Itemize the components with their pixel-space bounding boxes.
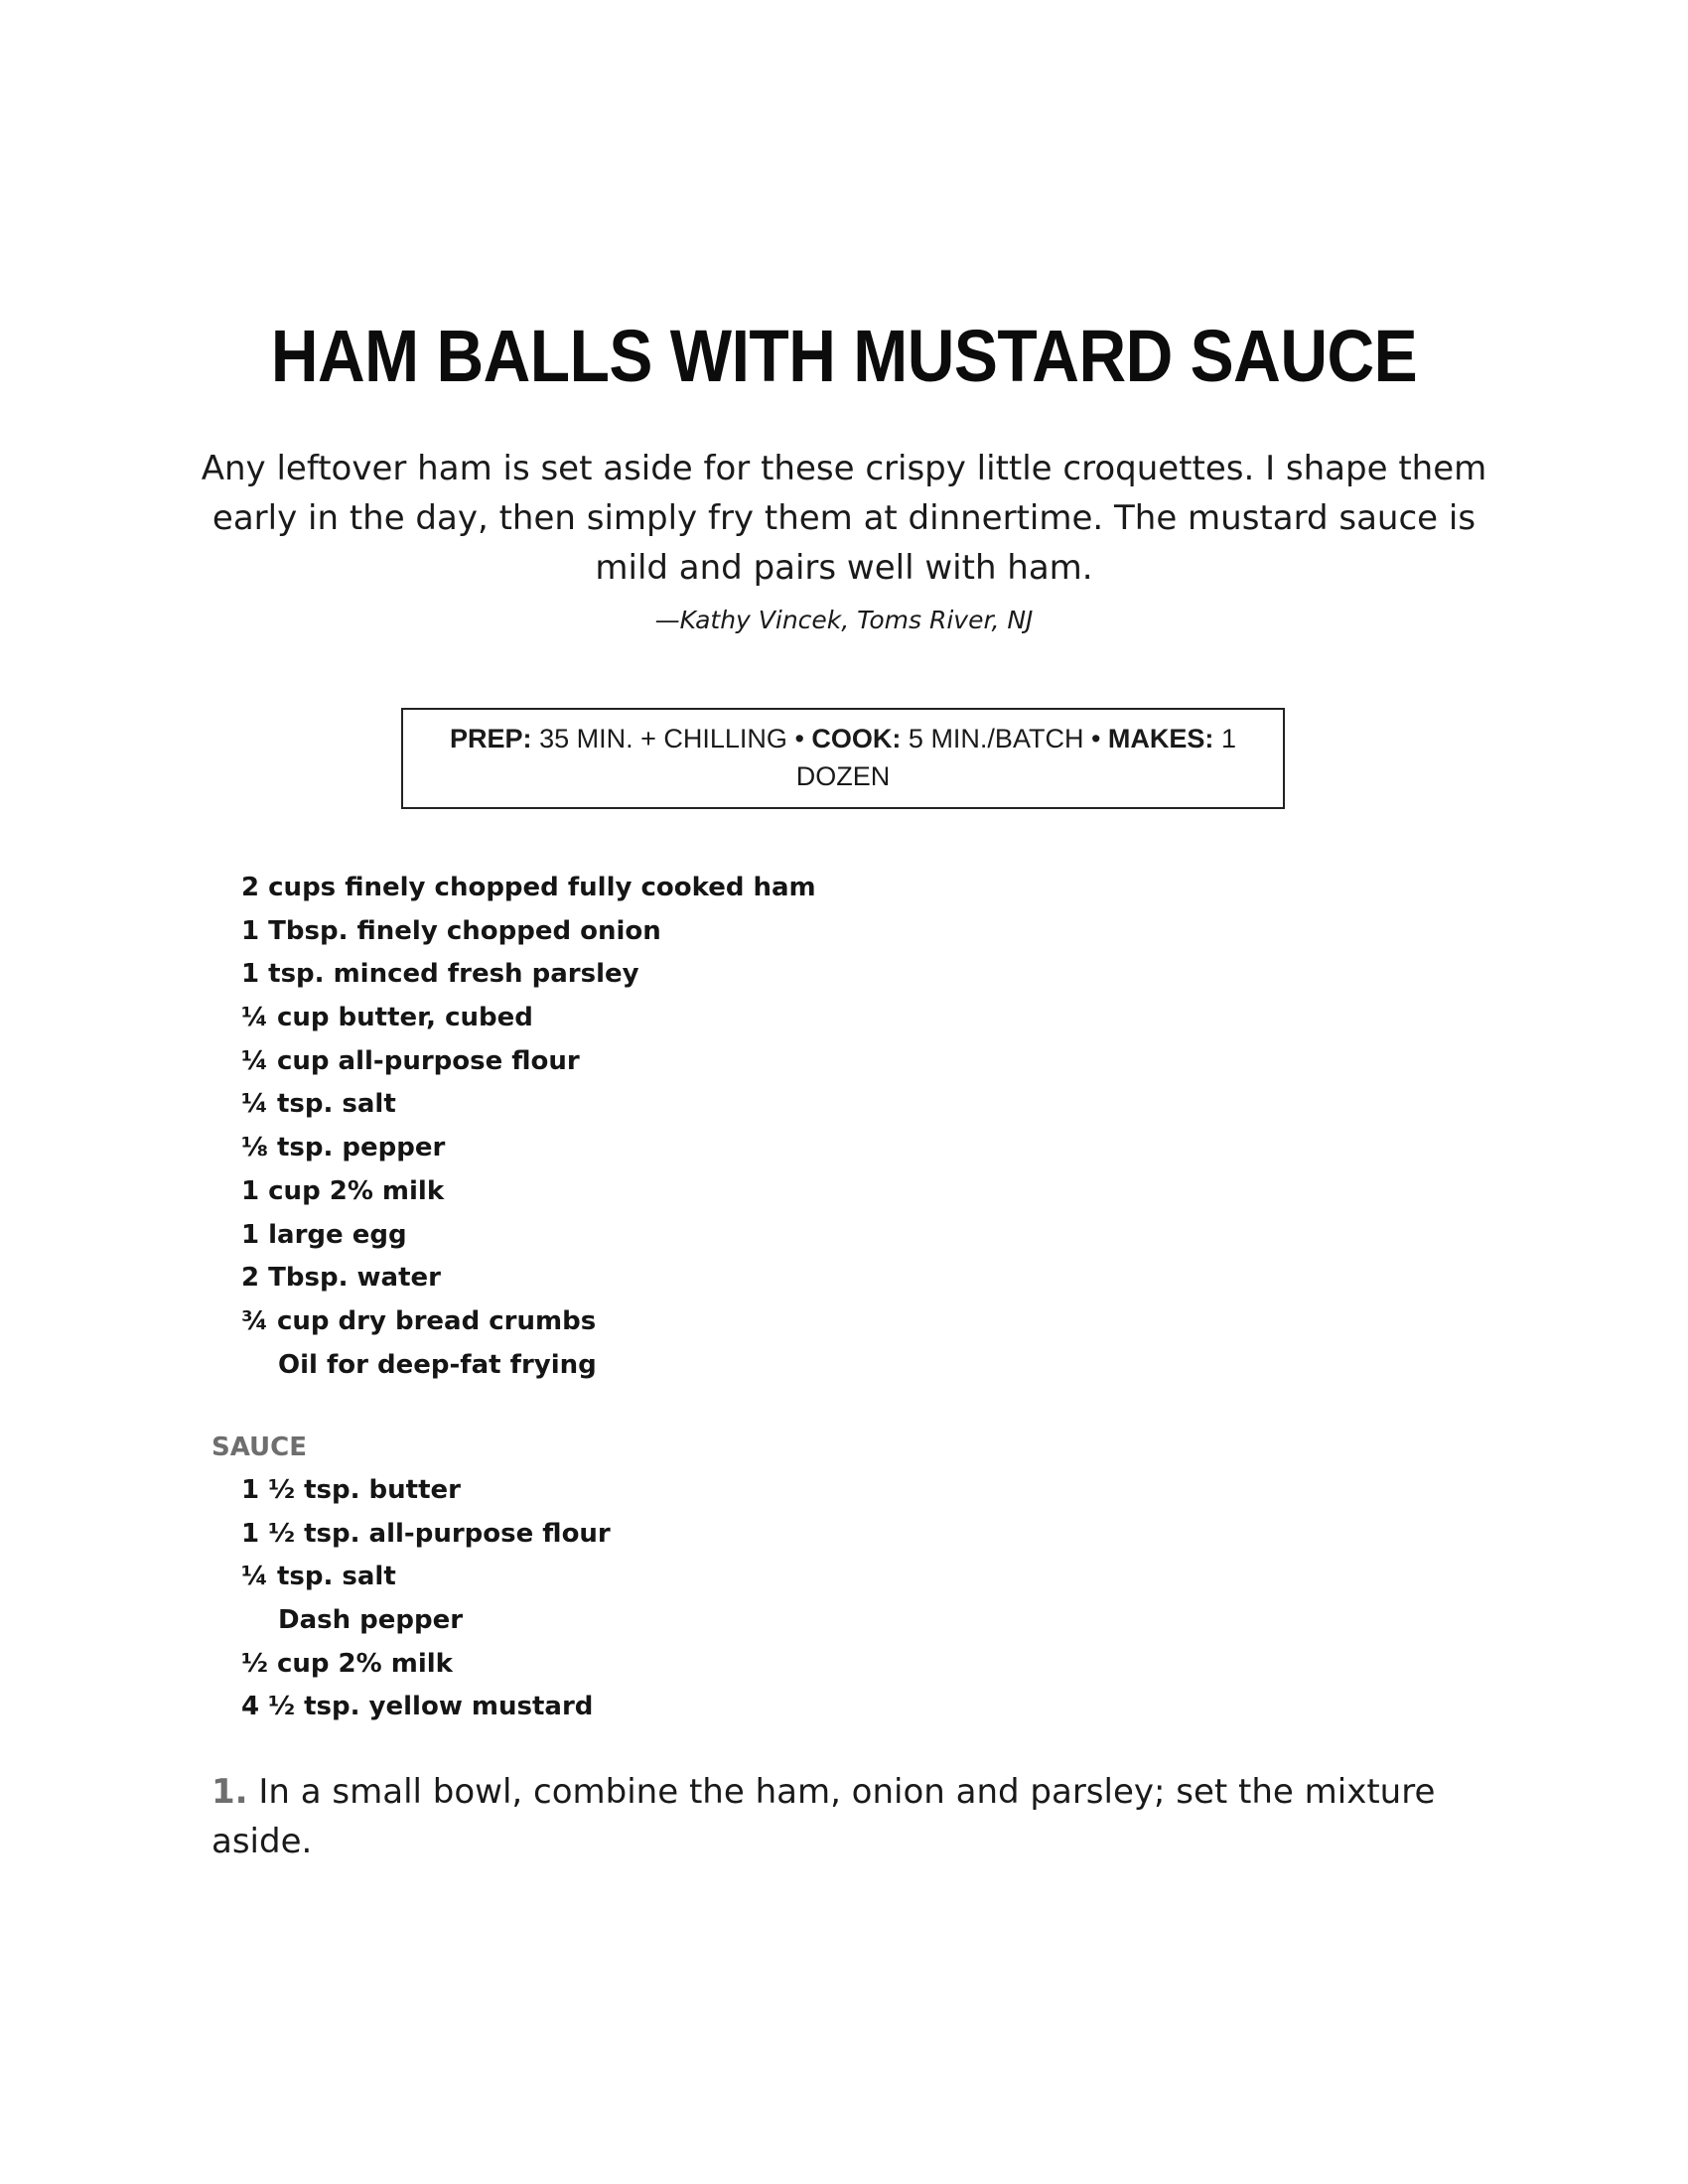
recipe-meta-box — [401, 708, 1285, 809]
ingredient-item: Oil for deep-fat frying — [278, 1349, 597, 1380]
meta-separator: • — [794, 724, 804, 753]
step-1 — [211, 1767, 1492, 1866]
ingredient-item: ¼ tsp. salt — [241, 1089, 396, 1120]
prep-label: PREP: — [450, 724, 532, 753]
sauce-ingredient-item: ½ cup 2% milk — [241, 1648, 453, 1679]
ingredient-item: 1 cup 2% milk — [241, 1175, 445, 1206]
sauce-ingredient-list — [241, 1469, 611, 1729]
recipe-title: HAM BALLS WITH MUSTARD SAUCE — [270, 314, 1418, 397]
sauce-ingredient-item: 4 ½ tsp. yellow mustard — [241, 1692, 594, 1722]
sauce-ingredient-item: Dash pepper — [278, 1605, 464, 1636]
prep-value: 35 MIN. + CHILLING — [539, 724, 787, 753]
meta-separator: • — [1090, 724, 1101, 753]
ingredient-item: 2 cups finely chopped fully cooked ham — [241, 873, 816, 902]
ingredient-item: 2 Tbsp. water — [241, 1263, 441, 1294]
ingredient-item: 1 large egg — [241, 1219, 407, 1250]
ingredient-item: 1 Tbsp. finely chopped onion — [241, 915, 661, 946]
sauce-ingredient-item: 1 ½ tsp. all-purpose flour — [241, 1518, 611, 1549]
makes-value: 1 DOZEN — [795, 724, 1236, 791]
recipe-attribution: —Kathy Vincek, Toms River, NJ — [654, 606, 1034, 634]
makes-label: MAKES: — [1107, 724, 1214, 753]
cook-value: 5 MIN./BATCH — [908, 724, 1084, 753]
ingredient-item: ⅛ tsp. pepper — [241, 1133, 446, 1163]
ingredient-item: 1 tsp. minced fresh parsley — [241, 959, 639, 990]
sauce-heading: SAUCE — [211, 1433, 308, 1462]
ingredient-item: ¾ cup dry bread crumbs — [241, 1305, 597, 1336]
step-number: 1. — [211, 1772, 248, 1812]
cook-label: COOK: — [811, 724, 902, 753]
sauce-ingredient-item: ¼ tsp. salt — [241, 1562, 396, 1592]
recipe-intro: Any leftover ham is set aside for these crispy little croquettes. I shape them early in the day, then simply fry them at dinnertime. The mustard sauce is mild and pairs well with ham. — [201, 449, 1487, 588]
ingredient-item: ¼ cup butter, cubed — [241, 1003, 533, 1033]
step-text: In a small bowl, combine the ham, onion and parsley; set the mixture aside. — [211, 1772, 1436, 1861]
ingredient-list — [241, 867, 816, 1387]
ingredient-item: ¼ cup all-purpose flour — [241, 1045, 580, 1076]
sauce-ingredient-item: 1 ½ tsp. butter — [241, 1475, 461, 1505]
